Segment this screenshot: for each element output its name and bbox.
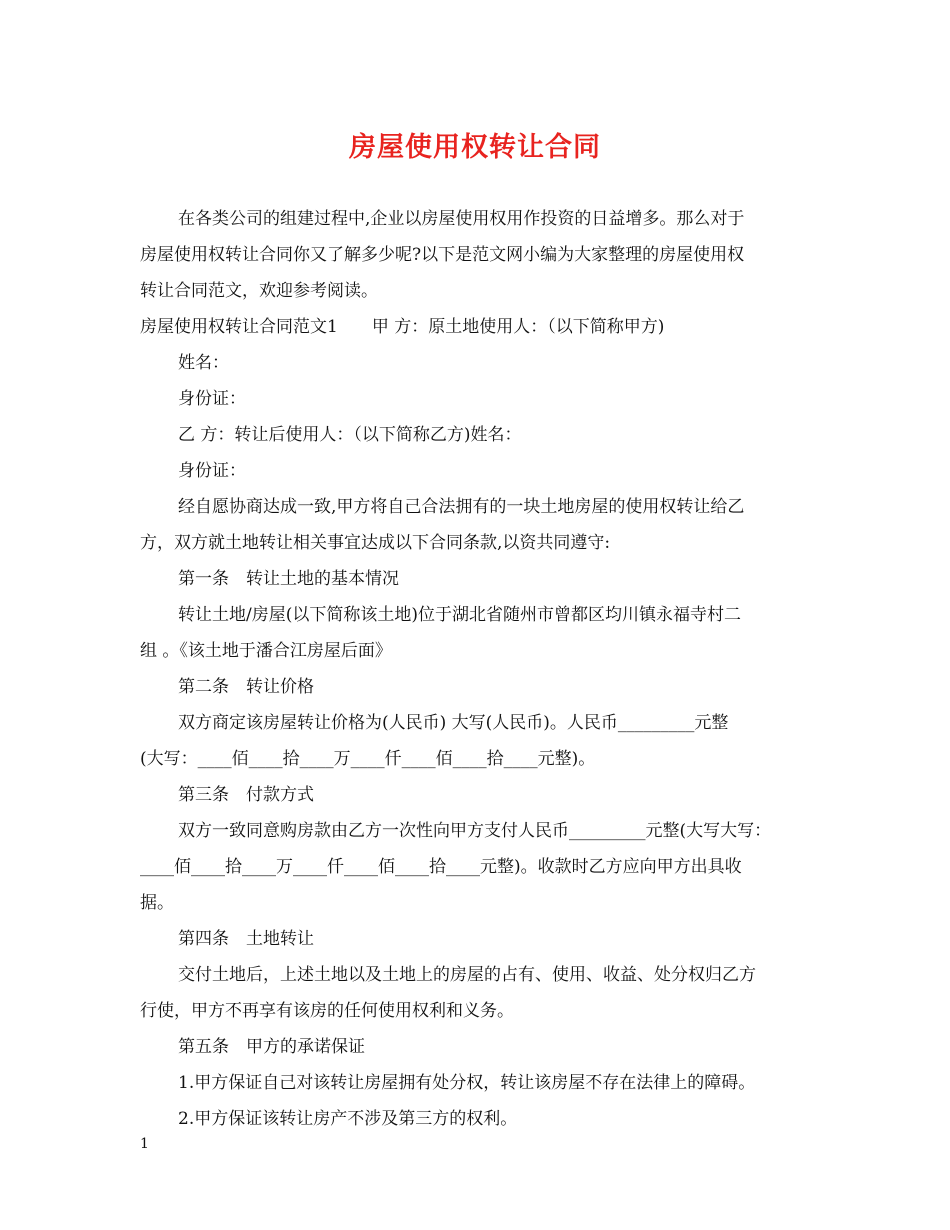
paragraph-line: 方，双方就土地转让相关事宜达成以下合同条款,以资共同遵守: (140, 533, 611, 553)
paragraph-line: 第五条 甲方的承诺保证 (178, 1037, 365, 1057)
paragraph-line: 转让合同范文，欢迎参考阅读。 (140, 281, 378, 301)
paragraph-line: 房屋使用权转让合同你又了解多少呢?以下是范文网小编为大家整理的房屋使用权 (140, 245, 745, 265)
paragraph-line: 身份证： (178, 461, 246, 481)
paragraph-line: 转让土地/房屋(以下简称该土地)位于湖北省随州市曾都区均川镇永福寺村二 (178, 605, 741, 625)
paragraph-line: 双方商定该房屋转让价格为(人民币) 大写(人民币)。人民币_________元整 (178, 713, 729, 733)
paragraph-line: 第四条 土地转让 (178, 929, 314, 949)
paragraph-line: 第三条 付款方式 (178, 785, 314, 805)
paragraph-line: 第一条 转让土地的基本情况 (178, 569, 399, 589)
paragraph-line: 双方一致同意购房款由乙方一次性向甲方支付人民币_________元整(大写大写： (178, 821, 772, 841)
paragraph-line: 行使，甲方不再享有该房的任何使用权利和义务。 (140, 1001, 514, 1021)
paragraph-line: 乙 方：转让后使用人：（以下简称乙方)姓名： (178, 425, 522, 445)
paragraph-line: 交付土地后，上述土地以及土地上的房屋的占有、使用、收益、处分权归乙方 (178, 965, 756, 985)
paragraph-line: 身份证： (178, 389, 246, 409)
page-number: 1 (140, 1136, 149, 1152)
document-title: 房屋使用权转让合同 (349, 132, 601, 163)
paragraph-line: 经自愿协商达成一致,甲方将自己合法拥有的一块土地房屋的使用权转让给乙 (178, 497, 745, 517)
paragraph-line: 房屋使用权转让合同范文1 甲 方：原土地使用人：（以下简称甲方) (140, 317, 665, 337)
paragraph-line: 第二条 转让价格 (178, 677, 314, 697)
paragraph-line: 据。 (140, 893, 174, 913)
paragraph-line: 1.甲方保证自己对该转让房屋拥有处分权，转让该房屋不存在法律上的障碍。 (178, 1073, 756, 1093)
paragraph-line: (大写：____佰____拾____万____仟____佰____拾____元整)。 (140, 749, 596, 769)
document-body (140, 201, 820, 1137)
paragraph-line: 在各类公司的组建过程中,企业以房屋使用权用作投资的日益增多。那么对于 (178, 209, 745, 229)
paragraph-line: 组 。《该土地于潘合江房屋后面》 (140, 641, 392, 661)
paragraph-line: ____佰____拾____万____仟____佰____拾____元整)。收款时乙方应向甲方出具收 (140, 857, 742, 877)
paragraph-line: 2.甲方保证该转让房产不涉及第三方的权利。 (178, 1109, 518, 1129)
paragraph-line: 姓名： (178, 353, 229, 373)
